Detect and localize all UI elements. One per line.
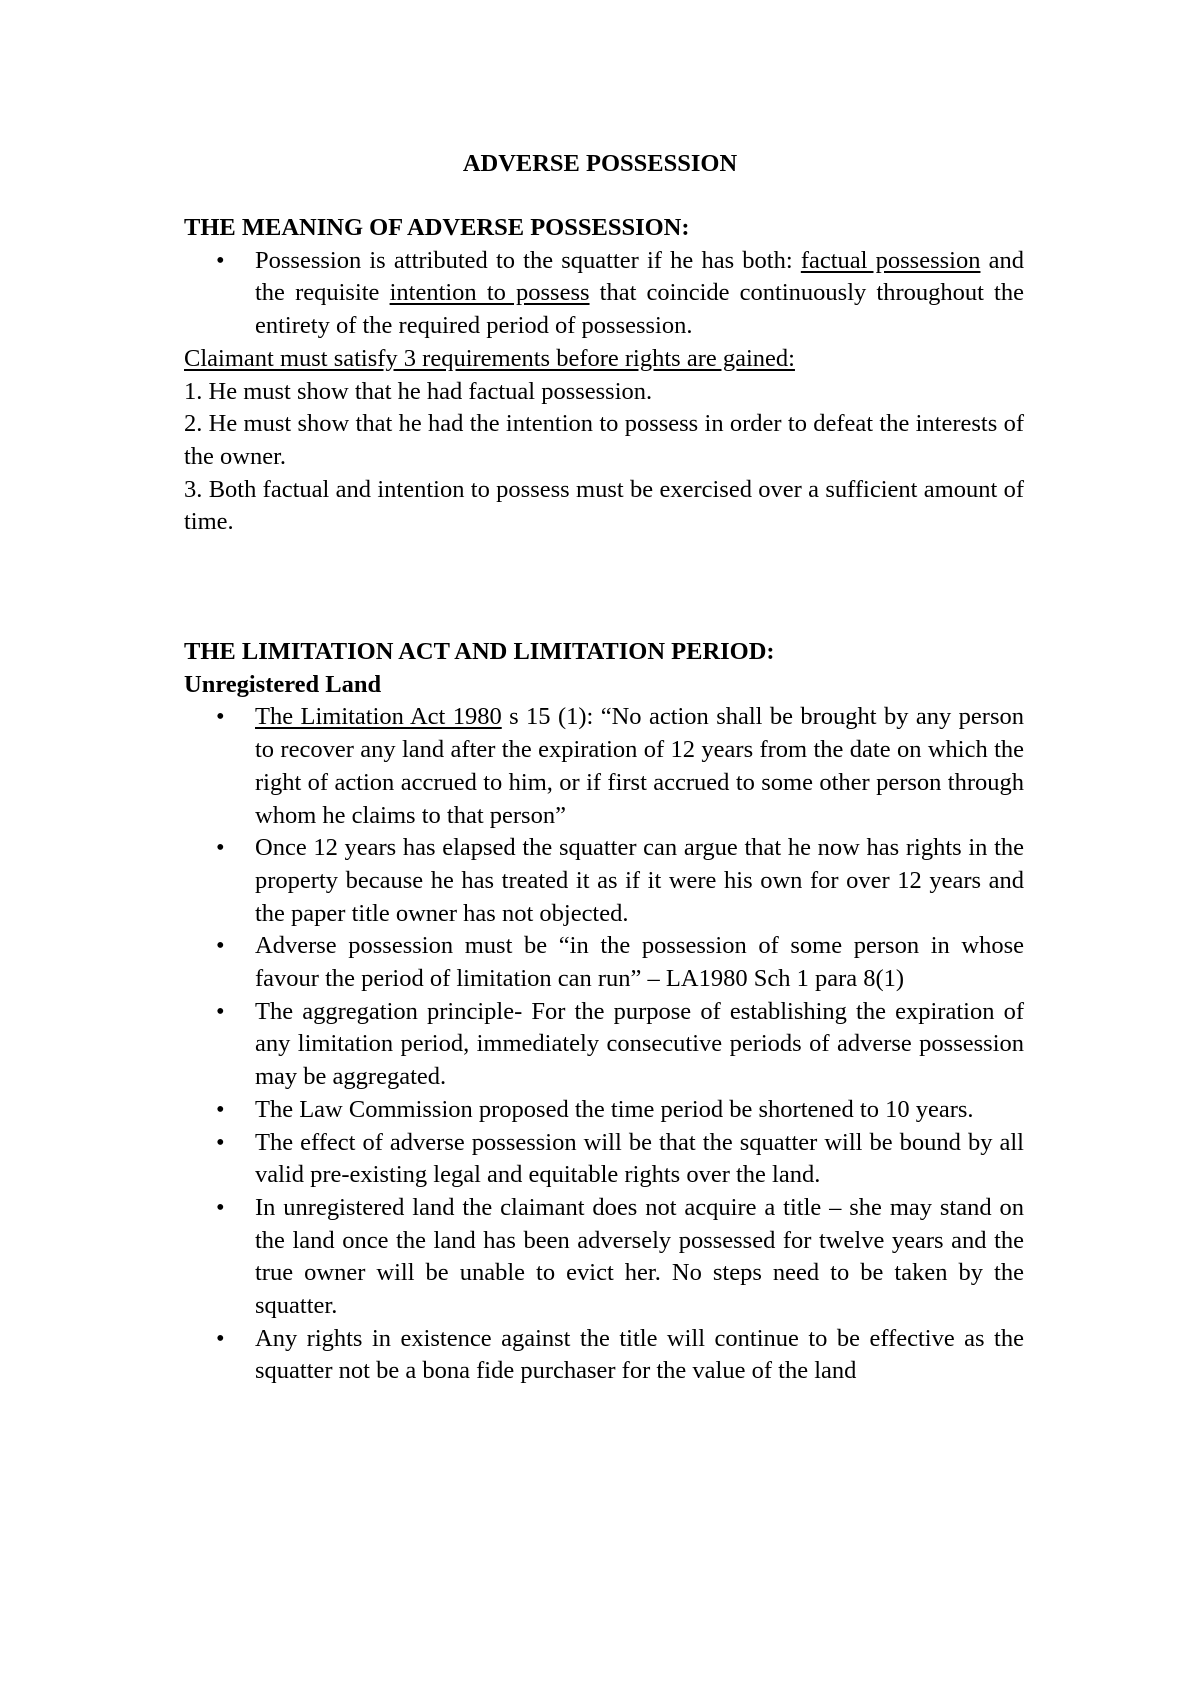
bullet-list xyxy=(184,701,1024,1388)
requirement-item: 2. He must show that he had the intention to possess in order to defeat the interests of the owner. xyxy=(184,410,1024,470)
bullet-item xyxy=(184,701,1024,832)
text-run: s 15 (1): “No action shall be brought by any person to recover any land after the expiration of 12 years from the date on which the right of action accrued to him, or if first accrued to some other person through whom he claims to that person” xyxy=(255,703,1024,829)
requirement-item: 3. Both factual and intention to possess must be exercised over a sufficient amount of time. xyxy=(184,475,1024,536)
underlined-term: intention to possess xyxy=(389,279,590,307)
bullet-item: • Adverse possession must be “in the possession of some person in whose favour the period of limitation can run” – LA1980 Sch 1 para 8(1) xyxy=(184,930,1024,995)
section-meaning xyxy=(184,212,1024,539)
bullet-item: • The Law Commission proposed the time period be shortened to 10 years. xyxy=(184,1094,1024,1127)
text-run: and the requisite xyxy=(255,246,1025,307)
bullet-item: • The effect of adverse possession will be that the squatter will be bound by all valid pre-existing legal and equitable rights over the land. xyxy=(184,1127,1024,1192)
text-run: that coincide continuously throughout the entirety of the required period of possession. xyxy=(255,279,1024,340)
underlined-term: The Limitation Act 1980 xyxy=(255,703,502,731)
text-run: Possession is attributed to the squatter if he has both: xyxy=(255,246,801,274)
bullet-list xyxy=(184,245,1024,343)
bullet-item: • In unregistered land the claimant does not acquire a title – she may stand on the land once the land has been adversely possessed for twelve years and the true owner will be unable to evict her. No steps need to be taken by the squatter. xyxy=(184,1192,1024,1323)
document-title: ADVERSE POSSESSION xyxy=(462,150,738,177)
bullet-item: • Once 12 years has elapsed the squatter can argue that he now has rights in the property because he has treated it as if it were his own for over 12 years and the paper title owner has not objected. xyxy=(184,832,1024,930)
bullet-item: • The aggregation principle- For the purpose of establishing the expiration of any limitation period, immediately consecutive periods of adverse possession may be aggregated. xyxy=(184,996,1024,1094)
section-heading: THE LIMITATION ACT AND LIMITATION PERIOD: xyxy=(184,638,775,665)
section-limitation xyxy=(184,636,1024,1388)
bullet-item: • Any rights in existence against the title will continue to be effective as the squatter not be a bona fide purchaser for the value of the land xyxy=(184,1323,1024,1388)
section-heading: THE MEANING OF ADVERSE POSSESSION: xyxy=(184,214,690,241)
section-subheading: Unregistered Land xyxy=(184,670,382,698)
underlined-term: factual possession xyxy=(800,246,981,274)
requirement-item: 1. He must show that he had factual possession. xyxy=(184,377,653,405)
bullet-item xyxy=(184,245,1024,343)
underlined-heading: Claimant must satisfy 3 requirements before rights are gained: xyxy=(184,344,795,372)
requirements-heading xyxy=(184,343,1024,376)
